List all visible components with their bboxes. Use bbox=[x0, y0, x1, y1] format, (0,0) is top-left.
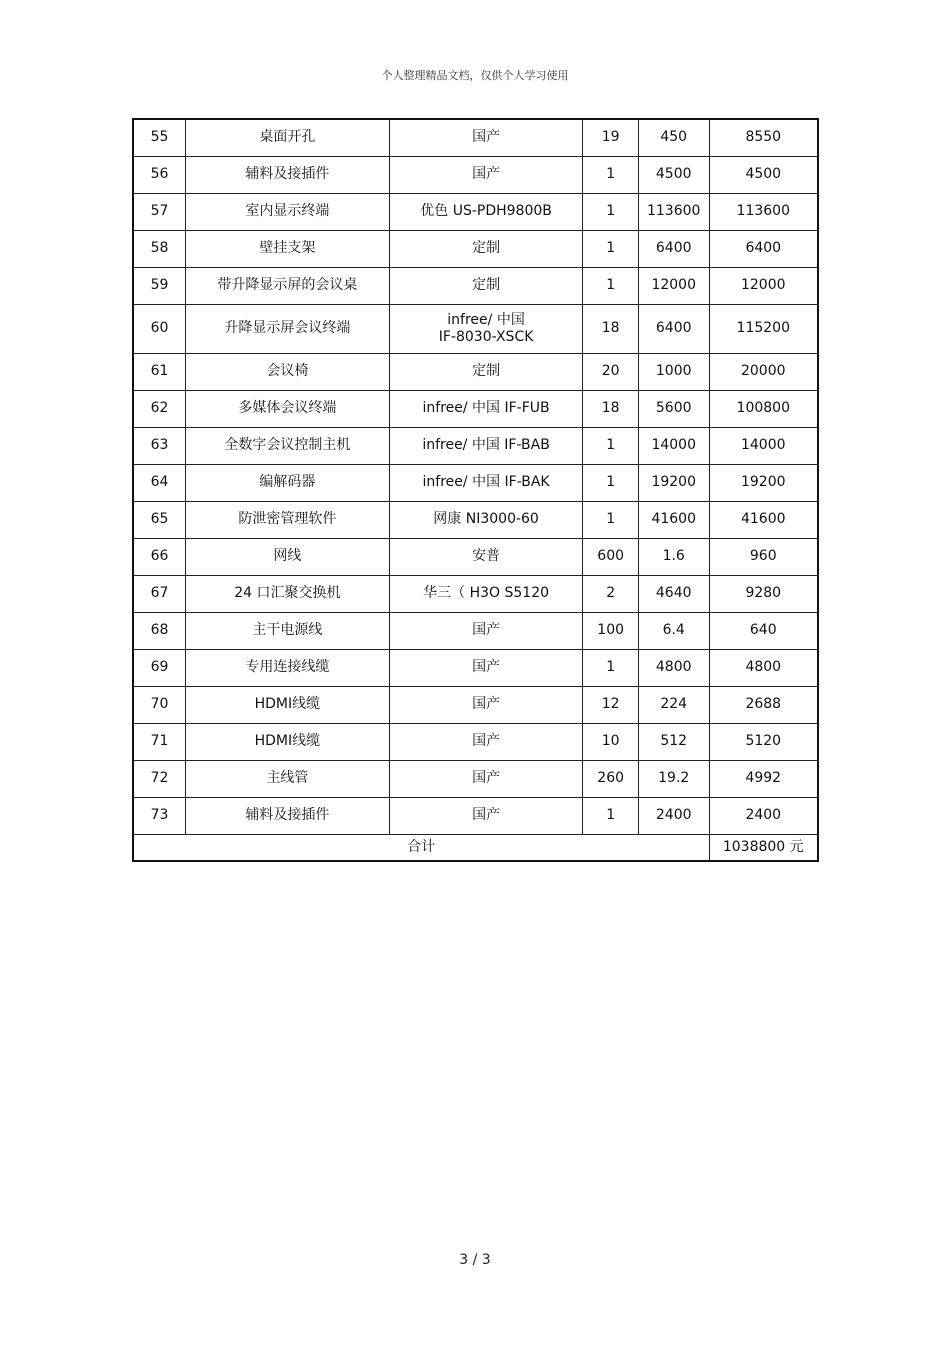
item-quantity: 12 bbox=[583, 687, 638, 724]
item-name: 专用连接线缆 bbox=[185, 650, 389, 687]
item-unit-price: 450 bbox=[638, 119, 709, 157]
item-name: 防泄密管理软件 bbox=[185, 502, 389, 539]
table-row bbox=[133, 157, 818, 194]
item-brand: 国产 bbox=[389, 650, 583, 687]
item-unit-price: 4500 bbox=[638, 157, 709, 194]
row-number: 66 bbox=[133, 539, 185, 576]
equipment-table bbox=[132, 118, 819, 862]
row-number: 72 bbox=[133, 761, 185, 798]
table-row bbox=[133, 305, 818, 354]
row-number: 58 bbox=[133, 231, 185, 268]
item-subtotal: 6400 bbox=[709, 231, 818, 268]
item-brand: infree/ 中国 IF-8030-XSCK bbox=[389, 305, 583, 354]
row-number: 65 bbox=[133, 502, 185, 539]
item-unit-price: 19200 bbox=[638, 465, 709, 502]
item-subtotal: 20000 bbox=[709, 354, 818, 391]
row-number: 57 bbox=[133, 194, 185, 231]
table-row bbox=[133, 687, 818, 724]
item-quantity: 18 bbox=[583, 391, 638, 428]
row-number: 56 bbox=[133, 157, 185, 194]
item-brand: 国产 bbox=[389, 687, 583, 724]
item-name: 辅料及接插件 bbox=[185, 157, 389, 194]
item-brand: 安普 bbox=[389, 539, 583, 576]
item-unit-price: 4640 bbox=[638, 576, 709, 613]
item-name: 全数字会议控制主机 bbox=[185, 428, 389, 465]
item-unit-price: 224 bbox=[638, 687, 709, 724]
item-name: 带升降显示屏的会议桌 bbox=[185, 268, 389, 305]
item-brand: 国产 bbox=[389, 798, 583, 835]
item-unit-price: 113600 bbox=[638, 194, 709, 231]
item-quantity: 1 bbox=[583, 502, 638, 539]
table-row bbox=[133, 119, 818, 157]
page-number: 3 / 3 bbox=[459, 1252, 491, 1268]
row-number: 67 bbox=[133, 576, 185, 613]
row-number: 63 bbox=[133, 428, 185, 465]
item-quantity: 20 bbox=[583, 354, 638, 391]
item-quantity: 1 bbox=[583, 428, 638, 465]
item-name: 室内显示终端 bbox=[185, 194, 389, 231]
item-subtotal: 115200 bbox=[709, 305, 818, 354]
item-name: 网线 bbox=[185, 539, 389, 576]
row-number: 71 bbox=[133, 724, 185, 761]
item-brand: 定制 bbox=[389, 354, 583, 391]
total-row bbox=[133, 835, 818, 862]
item-subtotal: 41600 bbox=[709, 502, 818, 539]
table-row bbox=[133, 502, 818, 539]
item-quantity: 1 bbox=[583, 231, 638, 268]
item-brand: 定制 bbox=[389, 231, 583, 268]
total-value: 1038800 元 bbox=[709, 835, 818, 862]
item-subtotal: 2400 bbox=[709, 798, 818, 835]
item-brand: 华三（ H3O S5120 bbox=[389, 576, 583, 613]
item-unit-price: 4800 bbox=[638, 650, 709, 687]
table-row bbox=[133, 428, 818, 465]
item-quantity: 10 bbox=[583, 724, 638, 761]
item-unit-price: 14000 bbox=[638, 428, 709, 465]
table-row bbox=[133, 465, 818, 502]
table-row bbox=[133, 354, 818, 391]
item-unit-price: 6400 bbox=[638, 231, 709, 268]
item-subtotal: 100800 bbox=[709, 391, 818, 428]
item-subtotal: 4992 bbox=[709, 761, 818, 798]
row-number: 61 bbox=[133, 354, 185, 391]
page-header: 个人整理精品文档，仅供个人学习使用 bbox=[381, 69, 569, 82]
table-row bbox=[133, 724, 818, 761]
item-unit-price: 2400 bbox=[638, 798, 709, 835]
item-quantity: 1 bbox=[583, 650, 638, 687]
item-unit-price: 19.2 bbox=[638, 761, 709, 798]
item-name: HDMI线缆 bbox=[185, 687, 389, 724]
item-brand: infree/ 中国 IF-BAB bbox=[389, 428, 583, 465]
item-unit-price: 6400 bbox=[638, 305, 709, 354]
item-unit-price: 6.4 bbox=[638, 613, 709, 650]
item-name: 会议椅 bbox=[185, 354, 389, 391]
item-brand: 国产 bbox=[389, 724, 583, 761]
item-brand: infree/ 中国 IF-FUB bbox=[389, 391, 583, 428]
item-brand: 国产 bbox=[389, 761, 583, 798]
item-brand: 优色 US-PDH9800B bbox=[389, 194, 583, 231]
item-name: 编解码器 bbox=[185, 465, 389, 502]
item-subtotal: 14000 bbox=[709, 428, 818, 465]
row-number: 69 bbox=[133, 650, 185, 687]
item-name: 辅料及接插件 bbox=[185, 798, 389, 835]
item-brand: 网康 NI3000-60 bbox=[389, 502, 583, 539]
item-unit-price: 41600 bbox=[638, 502, 709, 539]
item-name: 升降显示屏会议终端 bbox=[185, 305, 389, 354]
table-row bbox=[133, 391, 818, 428]
total-label: 合计 bbox=[133, 835, 709, 862]
table-row bbox=[133, 798, 818, 835]
item-quantity: 18 bbox=[583, 305, 638, 354]
item-name: HDMI线缆 bbox=[185, 724, 389, 761]
item-unit-price: 12000 bbox=[638, 268, 709, 305]
item-name: 多媒体会议终端 bbox=[185, 391, 389, 428]
item-subtotal: 640 bbox=[709, 613, 818, 650]
table-row bbox=[133, 650, 818, 687]
item-subtotal: 9280 bbox=[709, 576, 818, 613]
row-number: 59 bbox=[133, 268, 185, 305]
item-name: 壁挂支架 bbox=[185, 231, 389, 268]
item-name: 24 口汇聚交换机 bbox=[185, 576, 389, 613]
table-row bbox=[133, 576, 818, 613]
item-brand: 国产 bbox=[389, 119, 583, 157]
item-unit-price: 512 bbox=[638, 724, 709, 761]
item-quantity: 260 bbox=[583, 761, 638, 798]
table-row bbox=[133, 194, 818, 231]
item-quantity: 2 bbox=[583, 576, 638, 613]
item-brand: infree/ 中国 IF-BAK bbox=[389, 465, 583, 502]
item-subtotal: 8550 bbox=[709, 119, 818, 157]
row-number: 73 bbox=[133, 798, 185, 835]
table-row bbox=[133, 268, 818, 305]
item-brand: 国产 bbox=[389, 157, 583, 194]
item-brand: 国产 bbox=[389, 613, 583, 650]
row-number: 55 bbox=[133, 119, 185, 157]
item-subtotal: 4800 bbox=[709, 650, 818, 687]
item-subtotal: 12000 bbox=[709, 268, 818, 305]
item-unit-price: 1000 bbox=[638, 354, 709, 391]
item-name: 主线管 bbox=[185, 761, 389, 798]
item-unit-price: 1.6 bbox=[638, 539, 709, 576]
item-subtotal: 4500 bbox=[709, 157, 818, 194]
item-subtotal: 113600 bbox=[709, 194, 818, 231]
item-quantity: 1 bbox=[583, 268, 638, 305]
item-brand: 定制 bbox=[389, 268, 583, 305]
item-unit-price: 5600 bbox=[638, 391, 709, 428]
row-number: 62 bbox=[133, 391, 185, 428]
table-row bbox=[133, 761, 818, 798]
item-quantity: 1 bbox=[583, 465, 638, 502]
table-row bbox=[133, 231, 818, 268]
table-row bbox=[133, 539, 818, 576]
item-quantity: 1 bbox=[583, 157, 638, 194]
item-subtotal: 2688 bbox=[709, 687, 818, 724]
row-number: 64 bbox=[133, 465, 185, 502]
item-subtotal: 960 bbox=[709, 539, 818, 576]
item-quantity: 19 bbox=[583, 119, 638, 157]
item-name: 主干电源线 bbox=[185, 613, 389, 650]
row-number: 60 bbox=[133, 305, 185, 354]
item-quantity: 600 bbox=[583, 539, 638, 576]
item-quantity: 1 bbox=[583, 194, 638, 231]
item-subtotal: 5120 bbox=[709, 724, 818, 761]
row-number: 68 bbox=[133, 613, 185, 650]
item-subtotal: 19200 bbox=[709, 465, 818, 502]
item-quantity: 1 bbox=[583, 798, 638, 835]
item-quantity: 100 bbox=[583, 613, 638, 650]
item-name: 桌面开孔 bbox=[185, 119, 389, 157]
row-number: 70 bbox=[133, 687, 185, 724]
table-row bbox=[133, 613, 818, 650]
